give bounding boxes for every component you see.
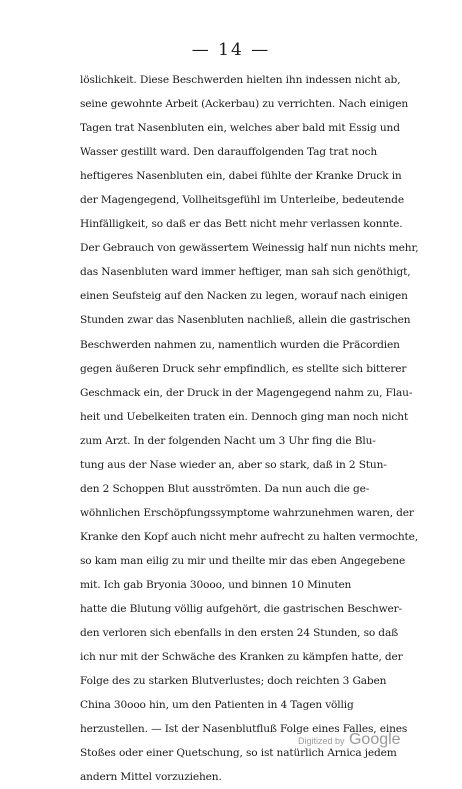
text-line: ich nur mit der Schwäche des Kranken zu kämpfen hatte, der: [80, 651, 403, 664]
google-watermark: [298, 731, 401, 749]
text-line: löslichkeit. Diese Beschwerden hielten ihn indessen nicht ab,: [80, 74, 401, 86]
text-line: Folge des zu starken Blutverlustes; doch reichten 3 Gaben: [80, 675, 387, 688]
text-line: Stunden zwar das Nasenbluten nachließ, allein die gastrischen: [80, 314, 411, 327]
text-line: Geschmack ein, der Druck in der Magengegend nahm zu, Flau-: [80, 386, 413, 399]
text-line: wöhnlichen Erschöpfungssymptome wahrzunehmen waren, der: [80, 506, 414, 519]
text-line: andern Mittel vorzuziehen.: [80, 771, 222, 784]
text-line: den 2 Schoppen Blut ausströmten. Da nun auch die ge-: [80, 482, 370, 495]
text-line: einen Seufsteig auf den Nacken zu legen, worauf nach einigen: [80, 290, 408, 303]
text-line: Der Gebrauch von gewässertem Weinessig half nun nichts mehr,: [80, 242, 419, 255]
text-line: Hinfälligkeit, so daß er das Bett nicht mehr verlassen konnte.: [80, 218, 403, 231]
text-line: herzustellen. — Ist der Nasenblutfluß Folge eines Falles, eines: [80, 723, 408, 736]
body-text: [80, 68, 420, 789]
text-line: heit und Uebelkeiten traten ein. Dennoch ging man noch nicht: [80, 410, 409, 423]
text-line: das Nasenbluten ward immer heftiger, man sah sich genöthigt,: [80, 266, 411, 279]
text-line: Stoßes oder einer Quetschung, so ist natürlich Arnica jedem: [80, 747, 397, 760]
text-line: China 30ooo hin, um den Patienten in 4 Tagen völlig: [80, 699, 354, 712]
watermark-brand: Google: [348, 731, 401, 748]
text-line: Tagen trat Nasenbluten ein, welches aber bald mit Essig und: [80, 122, 400, 135]
page-number: — 14 —: [191, 40, 271, 60]
watermark-prefix: Digitized by: [298, 736, 345, 746]
text-line: mit. Ich gab Bryonia 30ooo, und binnen 10 Minuten: [80, 578, 352, 591]
text-line: Beschwerden nahmen zu, namentlich wurden die Präcordien: [80, 338, 400, 351]
text-line: tung aus der Nase wieder an, aber so stark, daß in 2 Stun-: [80, 458, 387, 471]
text-line: Wasser gestillt ward. Den darauffolgenden Tag trat noch: [80, 146, 378, 159]
text-line: so kam man eilig zu mir und theilte mir das eben Angegebene: [80, 554, 406, 567]
text-line: gegen äußeren Druck sehr empfindlich, es stellte sich bitterer: [80, 362, 407, 375]
text-line: hatte die Blutung völlig aufgehört, die gastrischen Beschwer-: [80, 603, 402, 616]
text-line: der Magengegend, Vollheitsgefühl im Unterleibe, bedeutende: [80, 194, 404, 207]
text-line: zum Arzt. In der folgenden Nacht um 3 Uhr fing die Blu-: [80, 434, 376, 447]
text-line: seine gewohnte Arbeit (Ackerbau) zu verrichten. Nach einigen: [80, 98, 409, 111]
text-line: Kranke den Kopf auch nicht mehr aufrecht zu halten vermochte,: [80, 530, 418, 543]
text-line: heftigeres Nasenbluten ein, dabei fühlte der Kranke Druck in: [80, 170, 402, 183]
text-line: den verloren sich ebenfalls in den ersten 24 Stunden, so daß: [80, 627, 399, 640]
